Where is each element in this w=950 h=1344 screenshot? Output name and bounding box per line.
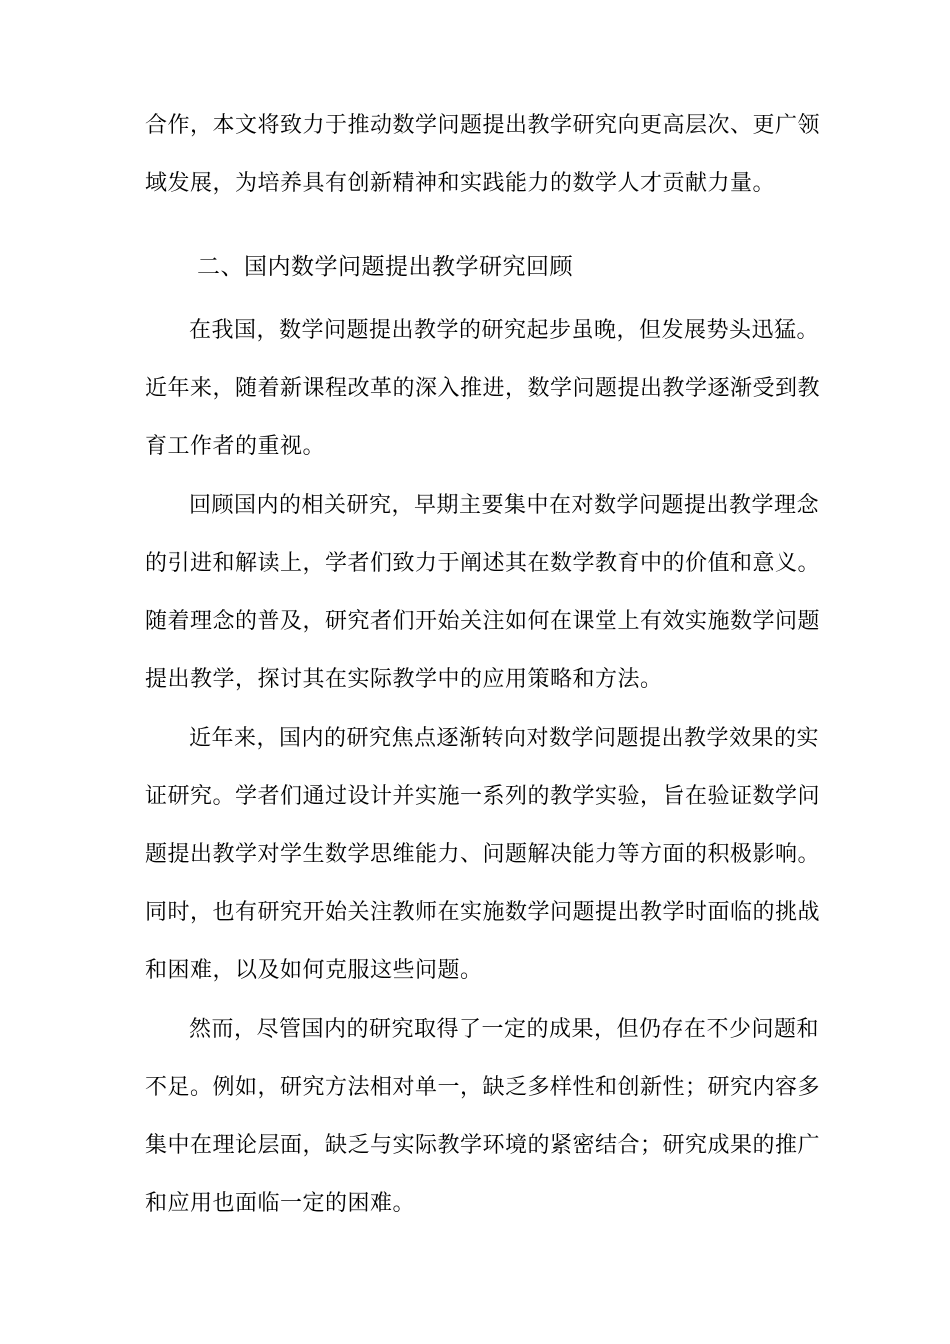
paragraph-line: 育工作者的重视。	[145, 434, 326, 459]
paragraph-line: 在我国，数学问题提出教学的研究起步虽晚，但发展势头迅猛。	[189, 318, 820, 343]
paragraph-line: 集中在理论层面，缺乏与实际教学环境的紧密结合；研究成果的推广	[145, 1133, 821, 1158]
paragraph-line: 合作，本文将致力于推动数学问题提出教学研究向更高层次、更广领	[145, 113, 821, 138]
section-heading: 二、国内数学问题提出教学研究回顾	[197, 254, 573, 280]
paragraph-line: 和应用也面临一定的困难。	[145, 1191, 416, 1216]
paragraph-line: 的引进和解读上，学者们致力于阐述其在数学教育中的价值和意义。	[145, 551, 821, 576]
paragraph-line: 题提出教学对学生数学思维能力、问题解决能力等方面的积极影响。	[145, 842, 821, 867]
paragraph-line: 近年来，随着新课程改革的深入推进，数学问题提出教学逐渐受到教	[145, 376, 821, 401]
paragraph-line: 域发展，为培养具有创新精神和实践能力的数学人才贡献力量。	[145, 171, 776, 196]
paragraph-line: 近年来，国内的研究焦点逐渐转向对数学问题提出教学效果的实	[189, 726, 820, 751]
paragraph-line: 回顾国内的相关研究，早期主要集中在对数学问题提出教学理念	[189, 493, 820, 518]
paragraph-line: 随着理念的普及，研究者们开始关注如何在课堂上有效实施数学问题	[145, 609, 821, 634]
paragraph-line: 证研究。学者们通过设计并实施一系列的教学实验，旨在验证数学问	[145, 784, 821, 809]
paragraph-line: 然而，尽管国内的研究取得了一定的成果，但仍存在不少问题和	[189, 1017, 820, 1042]
paragraph-line: 和困难，以及如何克服这些问题。	[145, 958, 483, 983]
paragraph-line: 不足。例如，研究方法相对单一，缺乏多样性和创新性；研究内容多	[145, 1075, 821, 1100]
paragraph-line: 提出教学，探讨其在实际教学中的应用策略和方法。	[145, 667, 663, 692]
paragraph-line: 同时，也有研究开始关注教师在实施数学问题提出教学时面临的挑战	[145, 900, 821, 925]
